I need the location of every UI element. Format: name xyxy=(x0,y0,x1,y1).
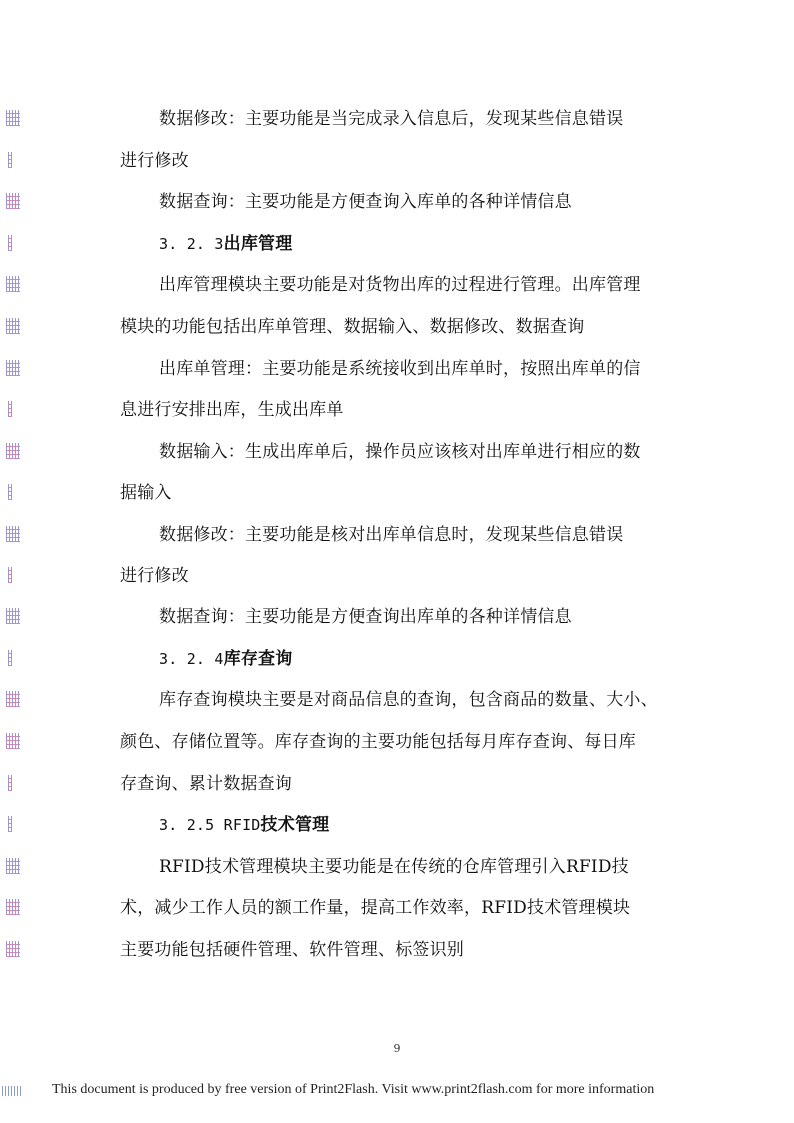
margin-artifact xyxy=(8,152,12,168)
text-line: 息进行安排出库，生成出库单 xyxy=(120,400,344,420)
margin-artifact xyxy=(6,691,20,707)
text-line: RFID技术管理模块主要功能是在传统的仓库管理引入RFID技 xyxy=(159,857,629,877)
text-line: 主要功能包括硬件管理、软件管理、标签识别 xyxy=(120,940,464,960)
text-line: 据输入 xyxy=(120,483,172,503)
text-line: 模块的功能包括出库单管理、数据输入、数据修改、数据查询 xyxy=(120,317,585,337)
text-line: 库存查询模块主要是对商品信息的查询，包含商品的数量、大小、 xyxy=(159,690,658,710)
section-heading xyxy=(159,233,292,255)
text-line: 存查询、累计数据查询 xyxy=(120,774,292,794)
margin-artifact xyxy=(6,941,20,957)
text-line: 进行修改 xyxy=(120,566,189,586)
footer-notice: This document is produced by free version of Print2Flash. Visit www.print2flash.com for more information xyxy=(52,1082,655,1097)
footer-artifact xyxy=(2,1086,22,1096)
text-line: 进行修改 xyxy=(120,151,189,171)
text-line: 数据输入：生成出库单后，操作员应该核对出库单进行相应的数 xyxy=(159,442,641,462)
section-heading xyxy=(159,814,329,836)
section-title: 技术管理 xyxy=(260,815,330,835)
section-title: 出库管理 xyxy=(223,234,293,254)
section-heading xyxy=(159,648,292,670)
text-line: 数据查询：主要功能是方便查询入库单的各种详情信息 xyxy=(159,192,572,212)
margin-artifact xyxy=(8,484,12,500)
margin-artifact xyxy=(6,360,20,376)
section-number: 3. 2. 4 xyxy=(159,650,224,668)
text-line: 术，减少工作人员的额工作量，提高工作效率，RFID技术管理模块 xyxy=(120,898,631,918)
margin-artifact xyxy=(8,650,12,666)
margin-artifact xyxy=(8,816,12,832)
margin-artifact xyxy=(6,110,20,126)
section-number: 3. 2.5 RFID xyxy=(159,816,261,834)
margin-artifact xyxy=(6,858,20,874)
margin-artifact xyxy=(8,567,12,583)
margin-artifact xyxy=(8,401,12,417)
section-title: 库存查询 xyxy=(223,649,293,669)
margin-artifact xyxy=(8,775,12,791)
margin-artifact xyxy=(6,443,20,459)
margin-artifact xyxy=(6,193,20,209)
text-line: 数据修改：主要功能是当完成录入信息后，发现某些信息错误 xyxy=(159,109,624,129)
text-line: 数据修改：主要功能是核对出库单信息时，发现某些信息错误 xyxy=(159,525,624,545)
text-line: 出库管理模块主要功能是对货物出库的过程进行管理。出库管理 xyxy=(159,275,641,295)
section-number: 3. 2. 3 xyxy=(159,235,224,253)
margin-artifact xyxy=(6,318,20,334)
margin-artifact xyxy=(6,899,20,915)
margin-artifact xyxy=(8,235,12,251)
margin-artifact xyxy=(6,276,20,292)
text-line: 数据查询：主要功能是方便查询出库单的各种详情信息 xyxy=(159,607,572,627)
text-line: 颜色、存储位置等。库存查询的主要功能包括每月库存查询、每日库 xyxy=(120,732,636,752)
margin-artifact xyxy=(6,733,20,749)
margin-artifact xyxy=(6,526,20,542)
page-number: 9 xyxy=(393,1042,401,1055)
text-line: 出库单管理：主要功能是系统接收到出库单时，按照出库单的信 xyxy=(159,359,641,379)
margin-artifact xyxy=(6,608,20,624)
